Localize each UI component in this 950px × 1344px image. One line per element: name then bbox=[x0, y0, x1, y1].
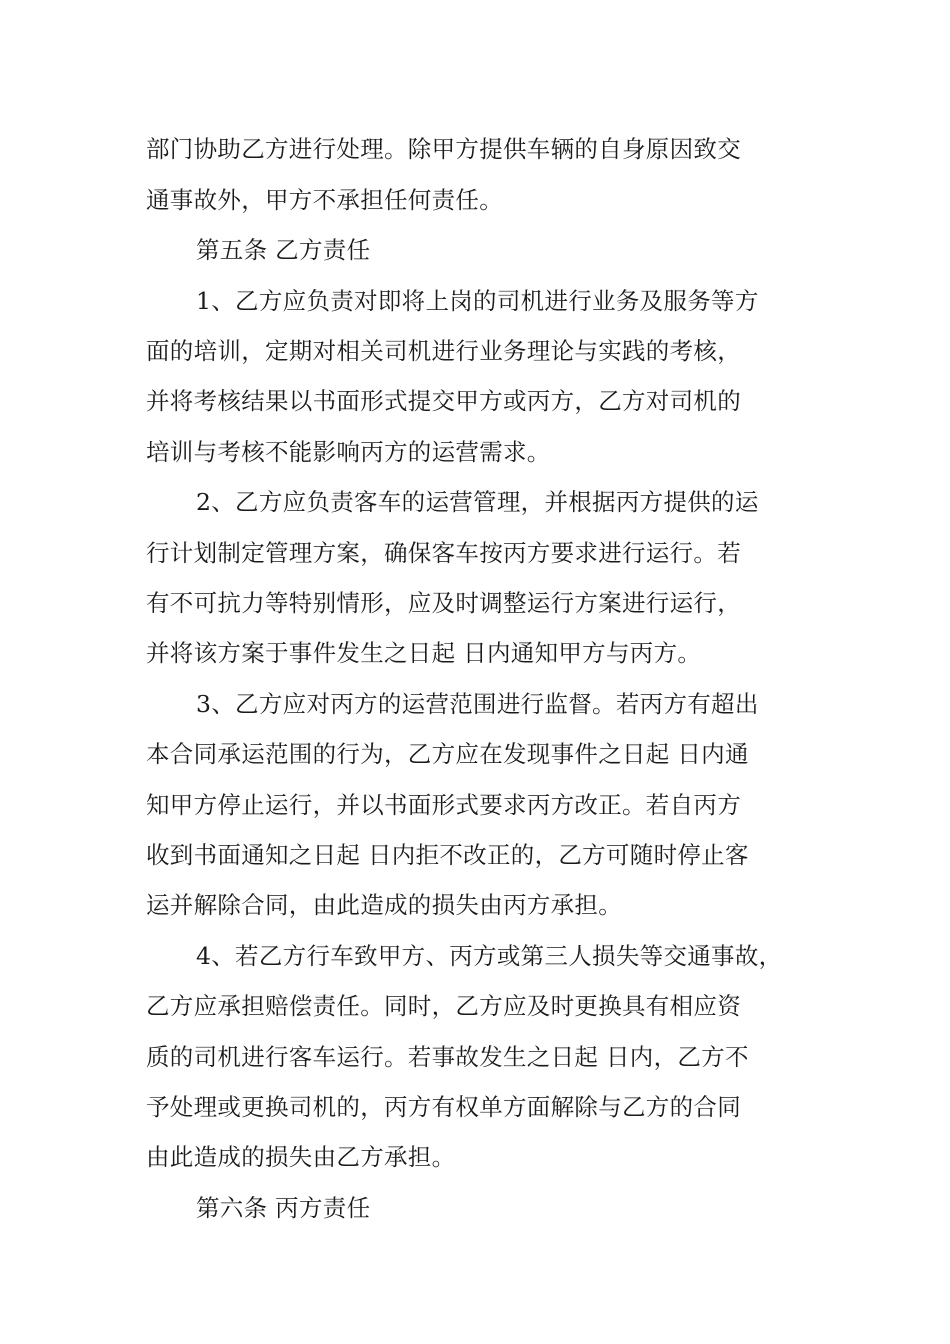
paragraph-line: 予处理或更换司机的，丙方有权单方面解除与乙方的合同 bbox=[146, 1093, 741, 1121]
paragraph-line: 本合同承运范围的行为，乙方应在发现事件之日起 日内通 bbox=[146, 740, 749, 768]
paragraph-line: 培训与考核不能影响丙方的运营需求。 bbox=[146, 438, 551, 466]
paragraph-line: 运并解除合同，由此造成的损失由丙方承担。 bbox=[146, 891, 622, 919]
paragraph-line: 知甲方停止运行，并以书面形式要求丙方改正。若自丙方 bbox=[146, 791, 741, 819]
section-heading: 第五条 乙方责任 bbox=[196, 236, 371, 264]
paragraph-line: 4、若乙方行车致甲方、丙方或第三人损失等交通事故， bbox=[196, 942, 783, 970]
paragraph-line: 面的培训，定期对相关司机进行业务理论与实践的考核， bbox=[146, 337, 741, 365]
paragraph-line: 质的司机进行客车运行。若事故发生之日起 日内，乙方不 bbox=[146, 1043, 749, 1071]
section-heading: 第六条 丙方责任 bbox=[196, 1194, 371, 1222]
paragraph-line: 部门协助乙方进行处理。除甲方提供车辆的自身原因致交 bbox=[146, 135, 741, 163]
paragraph-line: 收到书面通知之日起 日内拒不改正的，乙方可随时停止客 bbox=[146, 841, 749, 869]
paragraph-line: 由此造成的损失由乙方承担。 bbox=[146, 1143, 456, 1171]
paragraph-line: 2、乙方应负责客车的运营管理，并根据丙方提供的运 bbox=[196, 488, 759, 516]
paragraph-line: 并将该方案于事件发生之日起 日内通知甲方与丙方。 bbox=[146, 639, 702, 667]
paragraph-line: 乙方应承担赔偿责任。同时，乙方应及时更换具有相应资 bbox=[146, 992, 741, 1020]
paragraph-line: 并将考核结果以书面形式提交甲方或丙方，乙方对司机的 bbox=[146, 387, 741, 415]
paragraph-line: 行计划制定管理方案，确保客车按丙方要求进行运行。若 bbox=[146, 539, 741, 567]
paragraph-line: 有不可抗力等特别情形，应及时调整运行方案进行运行， bbox=[146, 589, 741, 617]
paragraph-line: 3、乙方应对丙方的运营范围进行监督。若丙方有超出 bbox=[196, 690, 759, 718]
paragraph-line: 1、乙方应负责对即将上岗的司机进行业务及服务等方 bbox=[196, 287, 759, 315]
paragraph-line: 通事故外，甲方不承担任何责任。 bbox=[146, 186, 503, 214]
